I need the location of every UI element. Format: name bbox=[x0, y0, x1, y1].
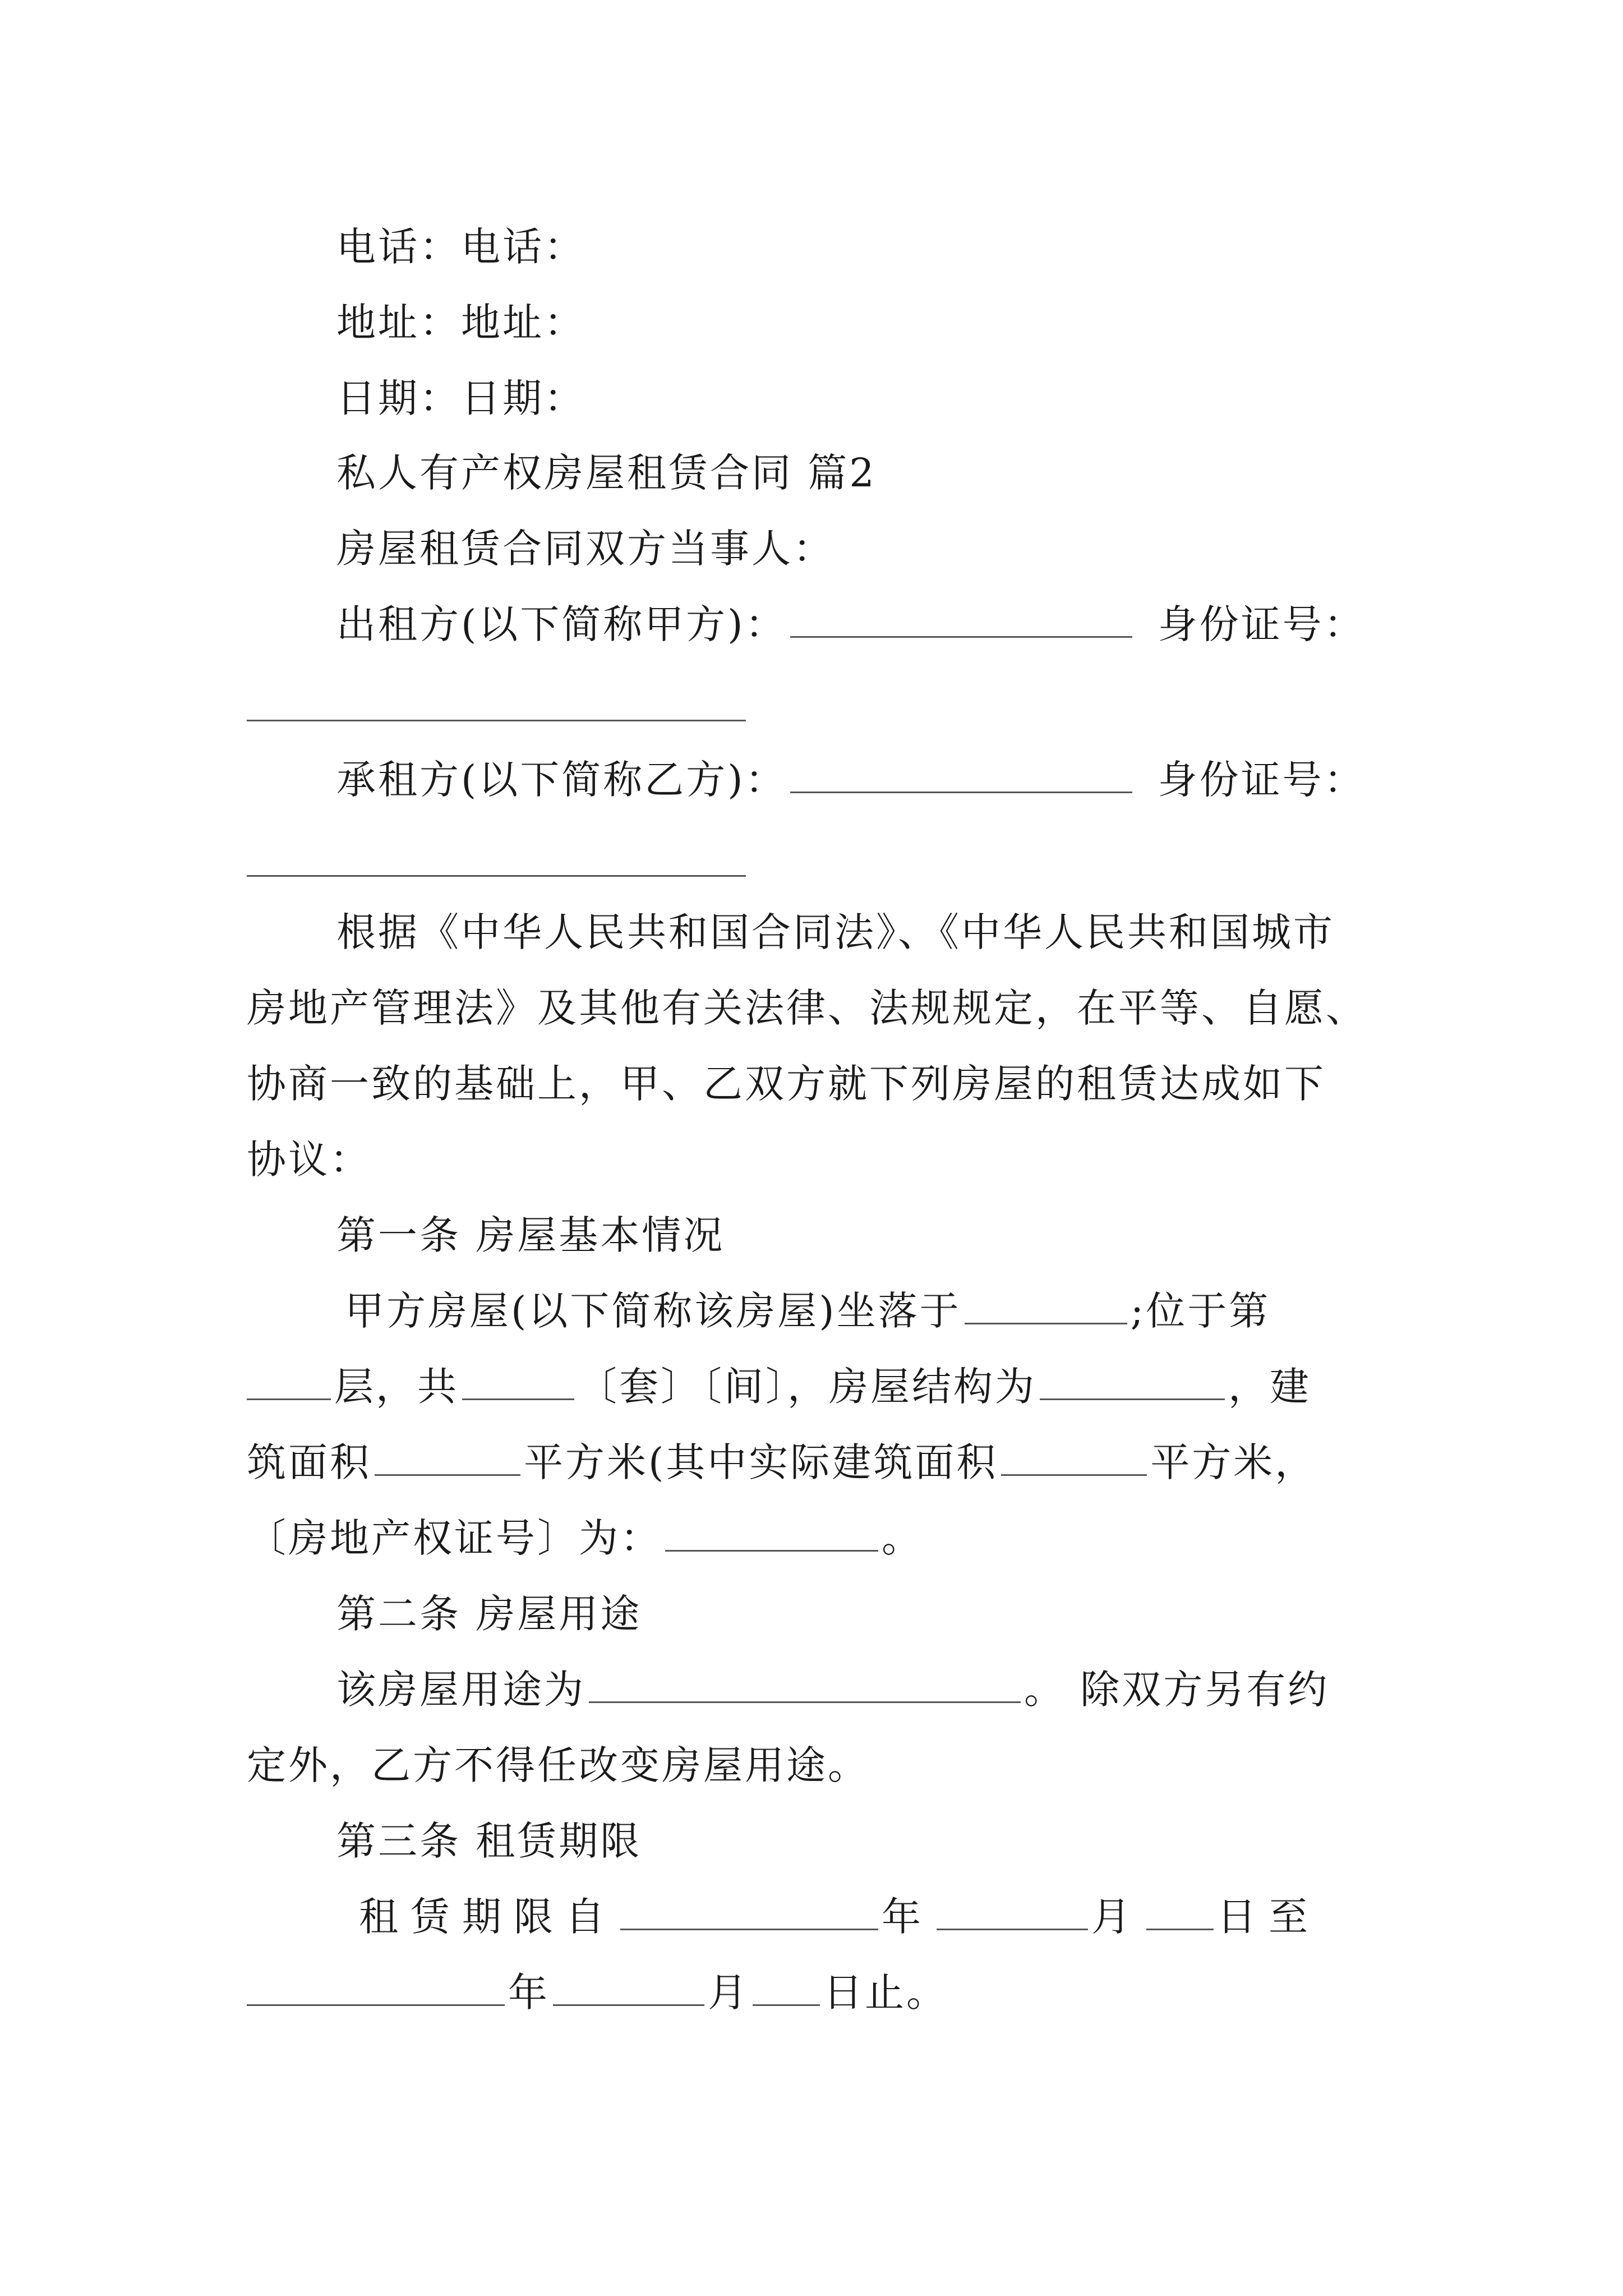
art1-text-g: 平方米(其中实际建筑面积 bbox=[524, 1439, 998, 1485]
start-month-blank[interactable] bbox=[937, 1897, 1088, 1930]
end-day-blank[interactable] bbox=[753, 1973, 820, 2006]
certificate-number-blank[interactable] bbox=[665, 1519, 878, 1552]
art3-day-end: 日止。 bbox=[823, 1970, 948, 2016]
address-line: 地址：地址： bbox=[336, 300, 585, 346]
art3-month-2: 月 bbox=[708, 1970, 749, 2016]
article-3-line-2 bbox=[247, 1970, 948, 2016]
lessor-label: 出租方(以下简称甲方)： bbox=[336, 601, 787, 647]
actual-area-blank[interactable] bbox=[1001, 1443, 1147, 1476]
article-2-line-2: 定外，乙方不得任改变房屋用途。 bbox=[247, 1742, 869, 1788]
art3-year-1: 年 bbox=[882, 1894, 933, 1940]
art3-month-1: 月 bbox=[1091, 1894, 1143, 1940]
art1-text-e: ，建 bbox=[1228, 1364, 1311, 1410]
article-1-line-3 bbox=[247, 1439, 1317, 1485]
phone-line: 电话：电话： bbox=[336, 224, 585, 270]
lessor-line bbox=[336, 601, 1366, 647]
intro-line-2: 房地产管理法》及其他有关法律、法规规定，在平等、自愿、 bbox=[247, 985, 1367, 1031]
lessor-name-blank[interactable] bbox=[790, 605, 1132, 638]
art1-text-i: 〔房地产权证号〕为： bbox=[247, 1515, 662, 1561]
end-month-blank[interactable] bbox=[553, 1973, 704, 2006]
art3-day-to: 日至 bbox=[1217, 1894, 1320, 1940]
art1-text-b: ;位于第 bbox=[1130, 1288, 1271, 1334]
article-1-line-1 bbox=[345, 1288, 1271, 1334]
intro-line-3: 协商一致的基础上，甲、乙双方就下列房屋的租赁达成如下 bbox=[247, 1061, 1326, 1107]
usage-blank[interactable] bbox=[589, 1670, 1021, 1703]
article-1-line-4 bbox=[247, 1515, 923, 1561]
lessee-line bbox=[336, 757, 1366, 803]
location-blank[interactable] bbox=[965, 1291, 1127, 1324]
lessee-id-blank[interactable] bbox=[247, 875, 746, 877]
art3-year-2: 年 bbox=[508, 1970, 550, 2016]
art2-text-b: 。 除双方另有约 bbox=[1024, 1667, 1330, 1713]
contract-title: 私人有产权房屋租赁合同 篇2 bbox=[336, 450, 877, 496]
article-1-heading: 第一条 房屋基本情况 bbox=[336, 1212, 725, 1258]
end-year-blank[interactable] bbox=[247, 1973, 505, 2006]
art1-text-j: 。 bbox=[882, 1515, 923, 1561]
lessee-name-blank[interactable] bbox=[790, 760, 1132, 793]
start-year-blank[interactable] bbox=[620, 1897, 878, 1930]
art1-text-h: 平方米， bbox=[1150, 1439, 1317, 1485]
intro-line-4: 协议： bbox=[247, 1137, 371, 1182]
units-blank[interactable] bbox=[462, 1367, 574, 1400]
art1-text-f: 筑面积 bbox=[247, 1439, 371, 1485]
article-2-line-1 bbox=[336, 1667, 1330, 1713]
article-3-line-1 bbox=[359, 1894, 1320, 1940]
art1-text-a: 甲方房屋(以下简称该房屋)坐落于 bbox=[345, 1288, 961, 1334]
art1-text-d: 〔套〕〔间〕，房屋结构为 bbox=[578, 1364, 1036, 1410]
building-area-blank[interactable] bbox=[375, 1443, 520, 1476]
date-line: 日期：日期： bbox=[336, 375, 585, 421]
lessee-id-label: 身份证号： bbox=[1158, 757, 1366, 803]
article-2-heading: 第二条 房屋用途 bbox=[336, 1591, 642, 1637]
lessor-id-blank[interactable] bbox=[247, 720, 746, 721]
art1-text-c: 层，共 bbox=[334, 1364, 459, 1410]
start-day-blank[interactable] bbox=[1146, 1897, 1214, 1930]
floor-blank[interactable] bbox=[247, 1367, 331, 1400]
lessee-label: 承租方(以下简称乙方)： bbox=[336, 757, 787, 803]
art2-text-a: 该房屋用途为 bbox=[336, 1667, 585, 1713]
intro-line-1: 根据《中华人民共和国合同法》、《中华人民共和国城市 bbox=[336, 909, 1335, 955]
lessor-id-label: 身份证号： bbox=[1158, 601, 1366, 647]
article-3-heading: 第三条 租赁期限 bbox=[336, 1818, 642, 1864]
parties-heading: 房屋租赁合同双方当事人： bbox=[336, 526, 834, 572]
article-1-line-2 bbox=[247, 1364, 1311, 1410]
structure-blank[interactable] bbox=[1040, 1367, 1225, 1400]
art3-text-a: 租赁期限自 bbox=[359, 1894, 617, 1940]
